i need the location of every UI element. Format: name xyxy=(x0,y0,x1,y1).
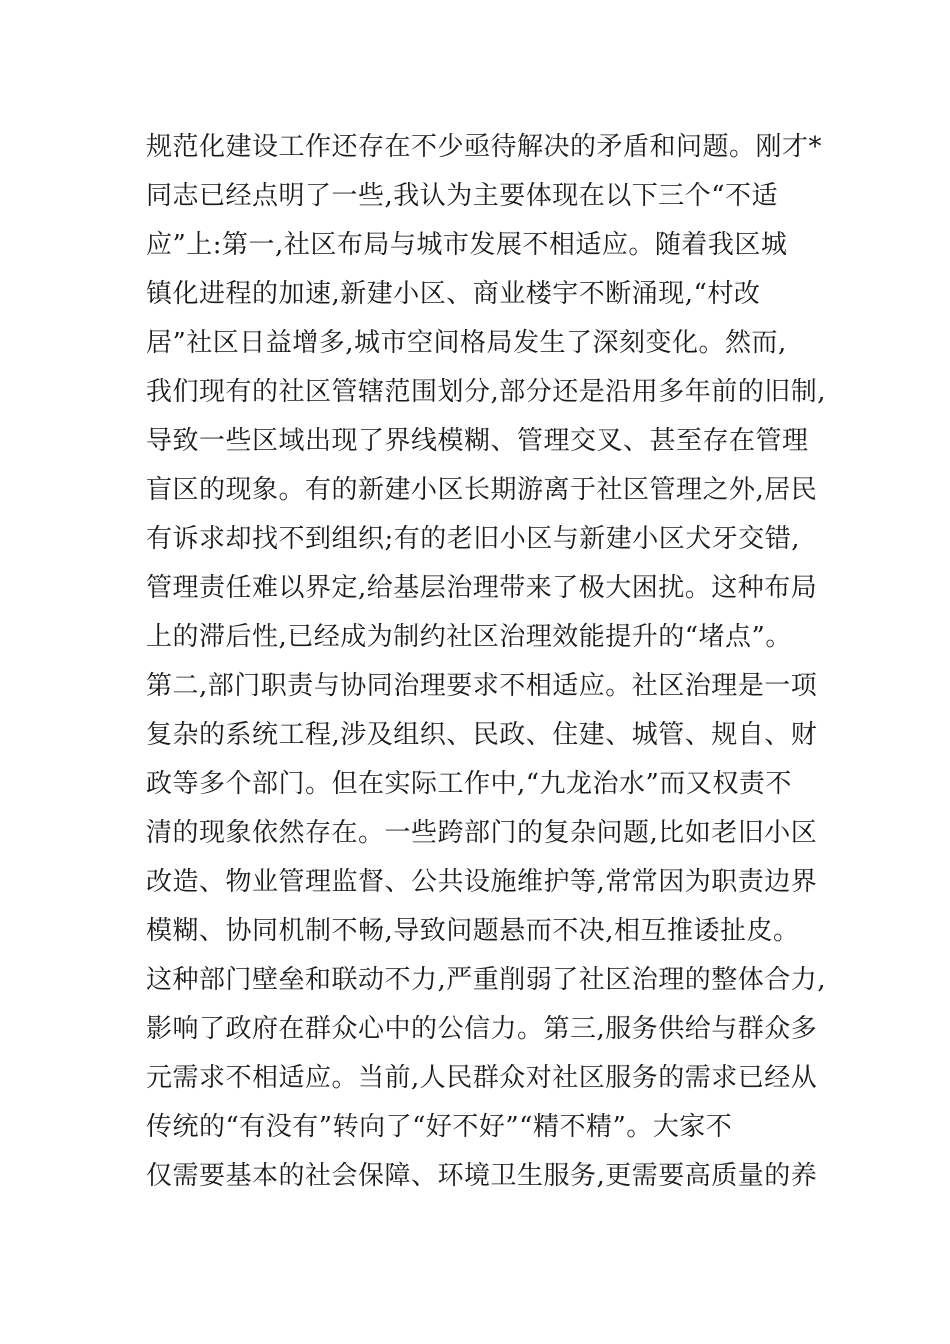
text-line-2: 同志已经点明了一些,我认为主要体现在以下三个“不适 xyxy=(146,181,779,211)
text-line-13: 复杂的系统工程,涉及组织、民政、住建、城管、规自、财 xyxy=(146,720,818,750)
text-line-12: 第二,部门职责与协同治理要求不相适应。社区治理是一项 xyxy=(146,671,818,701)
text-line-4: 镇化进程的加速,新建小区、商业楼宇不断涌现,“村改 xyxy=(146,279,761,309)
text-line-5: 居”社区日益增多,城市空间格局发生了深刻变化。然而, xyxy=(146,328,787,358)
text-line-20: 元需求不相适应。当前,人民群众对社区服务的需求已经从 xyxy=(146,1063,818,1093)
text-line-3: 应”上:第一,社区布局与城市发展不相适应。随着我区城 xyxy=(146,230,788,260)
text-line-22: 仅需要基本的社会保障、环境卫生服务,更需要高质量的养 xyxy=(146,1161,818,1191)
text-line-8: 盲区的现象。有的新建小区长期游离于社区管理之外,居民 xyxy=(146,475,818,505)
text-line-7: 导致一些区域出现了界线模糊、管理交叉、甚至存在管理 xyxy=(146,426,809,456)
text-line-14: 政等多个部门。但在实际工作中,“九龙治水”而又权责不 xyxy=(146,769,792,799)
text-line-18: 这种部门壁垒和联动不力,严重削弱了社区治理的整体合力, xyxy=(146,965,827,995)
text-line-1: 规范化建设工作还存在不少亟待解决的矛盾和问题。刚才* xyxy=(146,132,823,162)
text-line-21: 传统的“有没有”转向了“好不好”“精不精”。大家不 xyxy=(146,1112,733,1142)
text-line-16: 改造、物业管理监督、公共设施维护等,常常因为职责边界 xyxy=(146,867,818,897)
text-line-15: 清的现象依然存在。一些跨部门的复杂问题,比如老旧小区 xyxy=(146,818,818,848)
text-line-11: 上的滞后性,已经成为制约社区治理效能提升的“堵点”。 xyxy=(146,622,792,652)
text-line-10: 管理责任难以界定,给基层治理带来了极大困扰。这种布局 xyxy=(146,573,818,603)
text-line-9: 有诉求却找不到组织;有的老旧小区与新建小区犬牙交错, xyxy=(146,524,801,554)
text-line-17: 模糊、协同机制不畅,导致问题悬而不决,相互推诿扯皮。 xyxy=(146,916,800,946)
text-line-19: 影响了政府在群众心中的公信力。第三,服务供给与群众多 xyxy=(146,1014,818,1044)
text-line-6: 我们现有的社区管辖范围划分,部分还是沿用多年前的旧制, xyxy=(146,377,827,407)
